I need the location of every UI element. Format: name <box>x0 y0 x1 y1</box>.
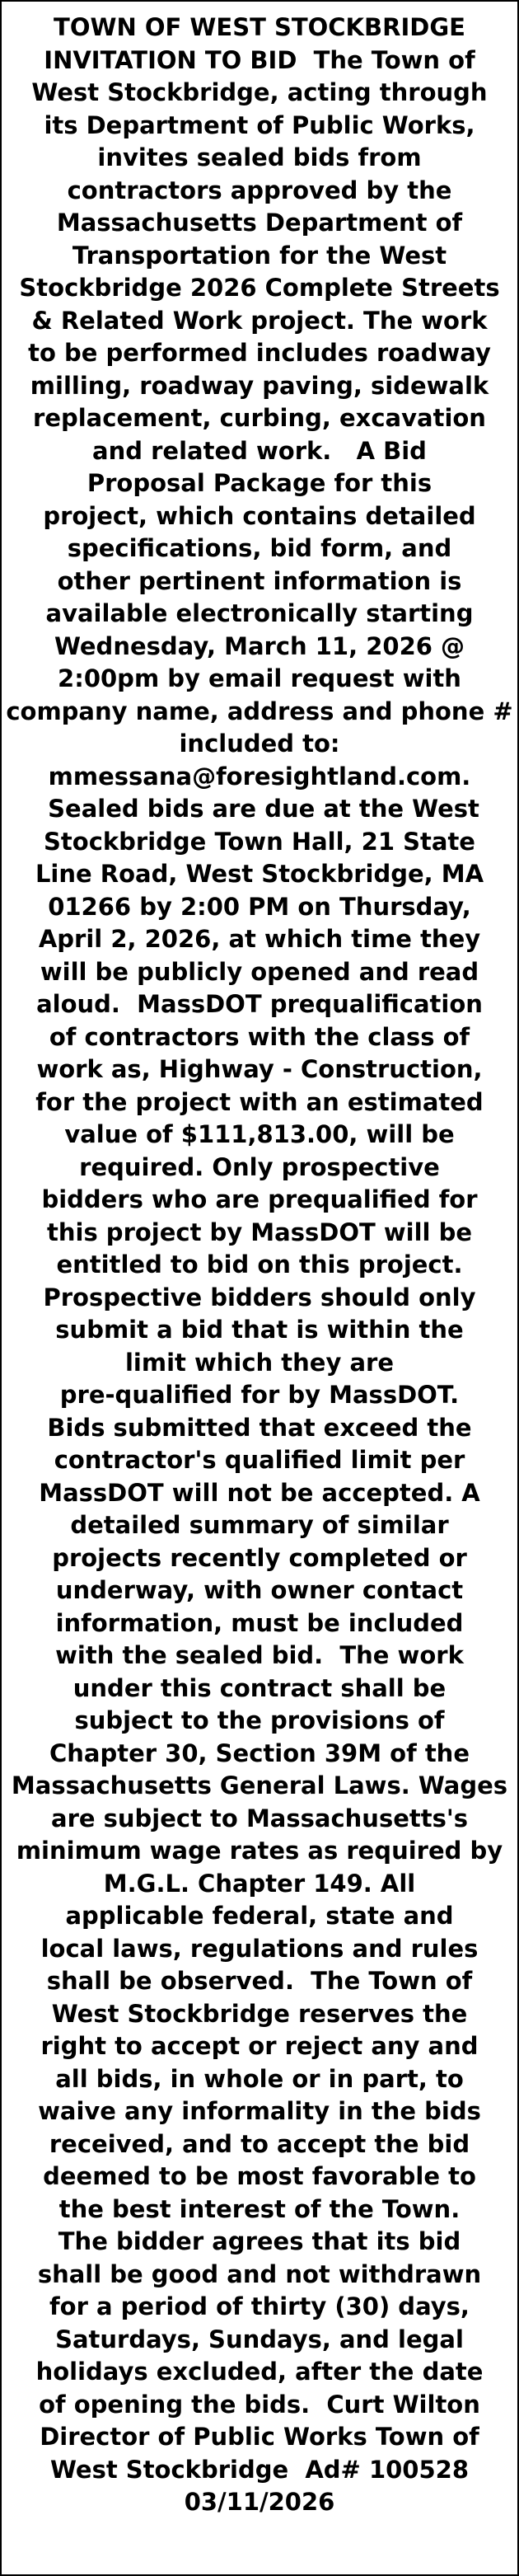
notice-line: pre-qualified for by MassDOT. <box>59 1381 460 1409</box>
notice-line: April 2, 2026, at which time they <box>38 925 481 953</box>
notice-line: this project by MassDOT will be <box>47 1218 472 1246</box>
notice-line: aloud. MassDOT prequalification <box>36 990 483 1018</box>
notice-line: projects recently completed or <box>52 1543 467 1572</box>
notice-line: 01266 by 2:00 PM on Thursday, <box>48 892 471 921</box>
notice-line: of contractors with the class of <box>49 1022 470 1051</box>
notice-line: bidders who are prequalified for <box>41 1185 478 1213</box>
notice-line: entitled to bid on this project. <box>56 1250 463 1279</box>
notice-line: are subject to Massachusetts's <box>51 1804 468 1832</box>
notice-line: information, must be included <box>55 1608 464 1637</box>
notice-line: Chapter 30, Section 39M of the <box>49 1738 470 1767</box>
notice-line: all bids, in whole or in part, to <box>55 2064 464 2093</box>
notice-line: Saturdays, Sundays, and legal <box>55 2325 464 2353</box>
notice-line: Wednesday, March 11, 2026 @ <box>54 631 465 660</box>
notice-line: Proposal Package for this <box>86 469 432 497</box>
notice-line: of opening the bids. Curt Wilton <box>39 2390 480 2419</box>
notice-line: invites sealed bids from <box>97 143 422 171</box>
notice-line: for a period of thirty (30) days, <box>49 2292 470 2320</box>
notice-line: value of $111,813.00, will be <box>64 1120 455 1148</box>
notice-line: Bids submitted that exceed the <box>47 1413 472 1442</box>
notice-line: 2:00pm by email request with <box>58 664 461 692</box>
notice-line: local laws, regulations and rules <box>40 1934 479 1963</box>
notice-line: work as, Highway - Construction, <box>36 1055 483 1083</box>
notice-line: company name, address and phone # <box>6 697 513 725</box>
notice-line: subject to the provisions of <box>74 1706 445 1734</box>
notice-line: Director of Public Works Town of <box>40 2423 479 2451</box>
notice-line: detailed summary of similar <box>70 1511 449 1539</box>
notice-line: to be performed includes roadway <box>28 339 491 367</box>
notice-line: shall be observed. The Town of <box>46 1967 473 1995</box>
notice-line: other pertinent information is <box>57 566 462 595</box>
notice-line: waive any informality in the bids <box>38 2097 481 2125</box>
notice-line: applicable federal, state and <box>65 1902 454 1930</box>
notice-line: underway, with owner contact <box>55 1576 464 1604</box>
notice-line: 03/11/2026 <box>184 2488 335 2516</box>
notice-line: INVITATION TO BID The Town of <box>44 45 475 74</box>
notice-line: replacement, curbing, excavation <box>33 404 486 432</box>
notice-line: West Stockbridge, acting through <box>31 78 488 106</box>
notice-line: submit a bid that is within the <box>55 1316 464 1344</box>
notice-line: will be publicly opened and read <box>40 957 479 986</box>
notice-line: and related work. A Bid <box>92 436 427 465</box>
notice-line: required. Only prospective <box>79 1152 440 1181</box>
notice-line: & Related Work project. The work <box>31 306 488 335</box>
notice-line: M.G.L. Chapter 149. All <box>103 1869 416 1898</box>
notice-line: Massachusetts Department of <box>56 209 463 237</box>
notice-line: deemed to be most favorable to <box>43 2162 476 2190</box>
notice-line: project, which contains detailed <box>43 501 476 530</box>
notice-line: Massachusetts General Laws. Wages <box>11 1771 508 1799</box>
notice-line: West Stockbridge reserves the <box>51 1999 468 2028</box>
notice-line: specifications, bid form, and <box>67 534 452 562</box>
notice-line: Prospective bidders should only <box>43 1283 476 1311</box>
notice-body <box>5 12 514 2519</box>
notice-line: the best interest of the Town. <box>58 2194 461 2223</box>
notice-line: minimum wage rates as required by <box>16 1837 503 1865</box>
notice-line: Sealed bids are due at the West <box>40 795 479 823</box>
contact-email: mmessana@foresightland.com. <box>48 762 471 791</box>
notice-line: Transportation for the West <box>72 241 447 270</box>
notice-line: limit which they are <box>124 1348 395 1377</box>
notice-line: The bidder agrees that its bid <box>58 2227 461 2255</box>
notice-title-line: TOWN OF WEST STOCKBRIDGE <box>54 13 465 41</box>
notice-line: included to: <box>179 730 340 758</box>
notice-line: for the project with an estimated <box>35 1087 484 1116</box>
notice-line: available electronically starting <box>45 599 474 627</box>
notice-line: Stockbridge Town Hall, 21 State <box>44 827 475 856</box>
notice-line: its Department of Public Works, <box>44 110 475 139</box>
notice-line: milling, roadway paving, sidewalk <box>30 371 489 400</box>
notice-line: MassDOT will not be accepted. A <box>39 1478 480 1507</box>
notice-line: contractors approved by the <box>67 176 452 204</box>
notice-line: Stockbridge 2026 Complete Streets <box>19 274 500 302</box>
notice-line: with the sealed bid. The work <box>55 1641 464 1669</box>
notice-line: shall be good and not withdrawn <box>37 2259 482 2288</box>
notice-line: holidays excluded, after the date <box>35 2358 484 2386</box>
notice-line: received, and to accept the bid <box>49 2129 470 2158</box>
notice-line: Line Road, West Stockbridge, MA <box>35 860 484 888</box>
notice-line: under this contract shall be <box>72 1673 447 1702</box>
notice-line: right to accept or reject any and <box>40 2032 479 2060</box>
notice-line: West Stockbridge Ad# 100528 <box>49 2455 470 2484</box>
notice-line: contractor's qualified limit per <box>54 1446 465 1474</box>
